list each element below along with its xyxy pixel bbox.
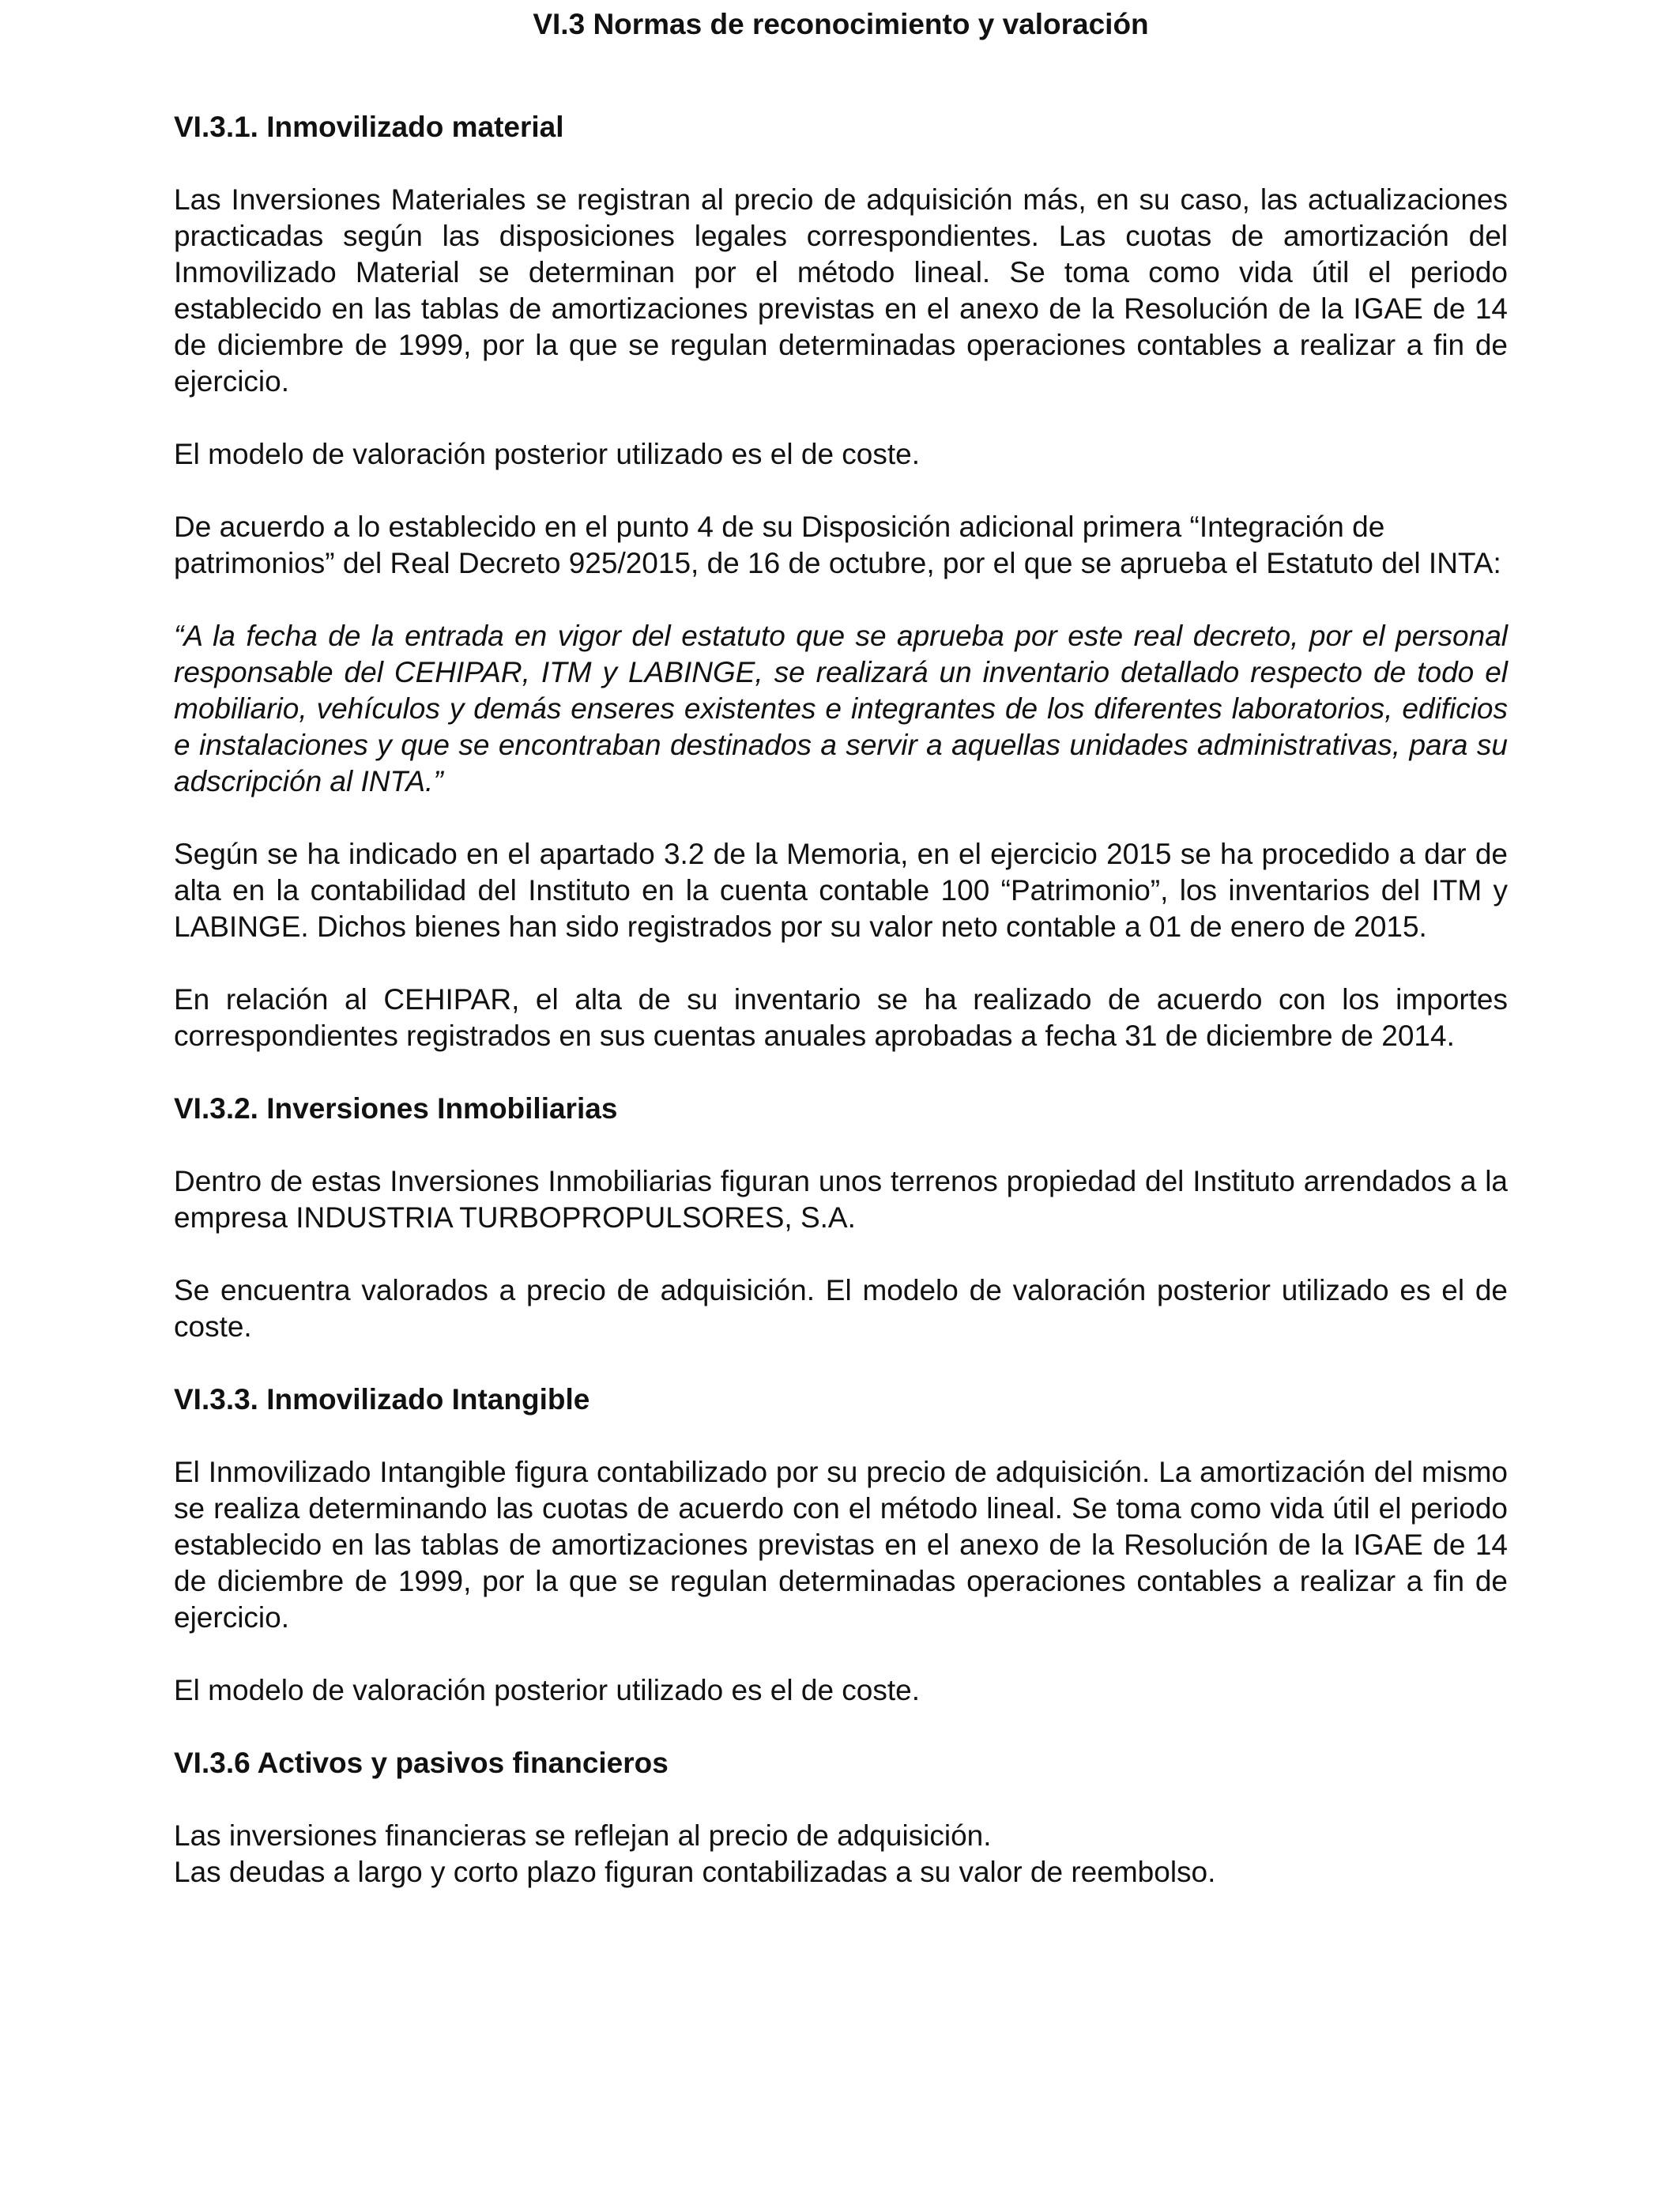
- paragraph: Las Inversiones Materiales se registran al precio de adquisición más, en su caso, las actualizaciones practicadas según las disposiciones legales correspondientes. Las cuotas de amortización del Inmovilizado Material se determinan por el método lineal. Se toma como vida útil el periodo establecido en las tablas de amortizaciones previstas en el anexo de la Resolución de la IGAE de 14 de diciembre de 1999, por la que se regulan determinadas operaciones contables a realizar a fin de ejercicio.: [174, 183, 1508, 398]
- section-heading: VI.3.3. Inmovilizado Intangible: [174, 1383, 590, 1416]
- page-title: VI.3 Normas de reconocimiento y valoración: [533, 8, 1149, 40]
- paragraph: De acuerdo a lo establecido en el punto 4 de su Disposición adicional primera “Integración de patrimonios” del Real Decreto 925/2015, de 16 de octubre, por el que se aprueba el Estatuto del INTA:: [174, 511, 1501, 579]
- section-heading: VI.3.6 Activos y pasivos financieros: [174, 1747, 669, 1779]
- quote-paragraph: “A la fecha de la entrada en vigor del estatuto que se aprueba por este real decreto, por el personal responsable del CEHIPAR, ITM y LABINGE, se realizará un inventario detallado respecto de todo el mobiliario, vehículos y demás enseres existentes e integrantes de los diferentes laboratorios, edificios e instalaciones y que se encontraban destinados a servir a aquellas unidades administrativas, para su adscripción al INTA.”: [174, 620, 1508, 797]
- document-body: [174, 109, 1508, 1891]
- section-inmovilizado-material: [174, 109, 1508, 1054]
- section-heading: VI.3.1. Inmovilizado material: [174, 111, 564, 143]
- paragraph: Las inversiones financieras se reflejan al precio de adquisición.: [174, 1819, 992, 1852]
- paragraph: El modelo de valoración posterior utilizado es el de coste.: [174, 438, 921, 470]
- paragraph: Según se ha indicado en el apartado 3.2 de la Memoria, en el ejercicio 2015 se ha procedido a dar de alta en la contabilidad del Instituto en la cuenta contable 100 “Patrimonio”, los inventarios del ITM y LABINGE. Dichos bienes han sido registrados por su valor neto contable a 01 de enero de 2015.: [174, 838, 1508, 943]
- section-heading: VI.3.2. Inversiones Inmobiliarias: [174, 1092, 618, 1125]
- paragraph: Las deudas a largo y corto plazo figuran contabilizadas a su valor de reembolso.: [174, 1856, 1216, 1888]
- section-inmovilizado-intangible: [174, 1382, 1508, 1709]
- paragraph: El modelo de valoración posterior utilizado es el de coste.: [174, 1674, 921, 1706]
- paragraph: En relación al CEHIPAR, el alta de su inventario se ha realizado de acuerdo con los importes correspondientes registrados en sus cuentas anuales aprobadas a fecha 31 de diciembre de 2014.: [174, 983, 1508, 1052]
- section-inversiones-inmobiliarias: [174, 1091, 1508, 1345]
- section-activos-pasivos-financieros: [174, 1745, 1508, 1891]
- paragraph: Se encuentra valorados a precio de adquisición. El modelo de valoración posterior utilizado es el de coste.: [174, 1274, 1508, 1343]
- paragraph: El Inmovilizado Intangible figura contabilizado por su precio de adquisición. La amortización del mismo se realiza determinando las cuotas de acuerdo con el método lineal. Se toma como vida útil el periodo establecido en las tablas de amortizaciones previstas en el anexo de la Resolución de la IGAE de 14 de diciembre de 1999, por la que se regulan determinadas operaciones contables a realizar a fin de ejercicio.: [174, 1456, 1508, 1634]
- paragraph: Dentro de estas Inversiones Inmobiliarias figuran unos terrenos propiedad del Instituto arrendados a la empresa INDUSTRIA TURBOPROPULSORES, S.A.: [174, 1165, 1508, 1234]
